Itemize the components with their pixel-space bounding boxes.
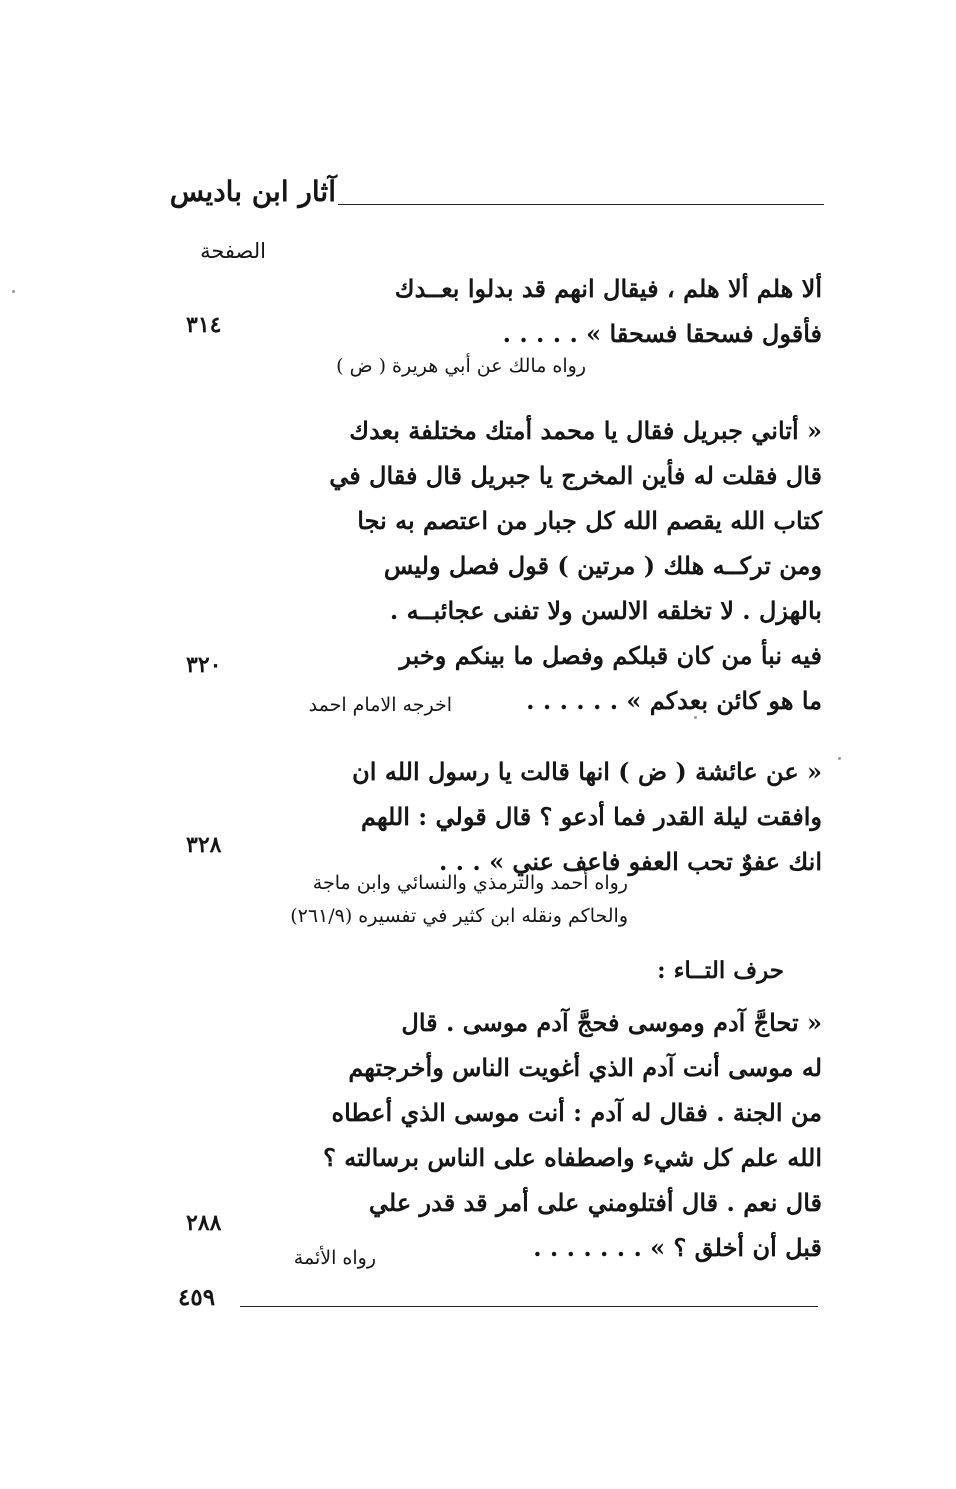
- hadith-line: ما هو كائن بعدكم » . . . . . .: [526, 686, 822, 715]
- source-line: والحاكم ونقله ابن كثير في تفسيره (٢٦١/٩): [290, 905, 628, 927]
- hadith-line: فأقول فسحقا فسحقا » . . . . .: [502, 319, 822, 348]
- entry-1-source: [276, 351, 586, 381]
- running-header-title: آثار ابن باديس: [169, 175, 336, 208]
- hadith-line: « أتاني جبريل فقال يا محمد أمتك مختلفة بعدك: [349, 416, 822, 445]
- entry-2-source: [276, 690, 452, 720]
- hadith-line: ألا هلم ألا هلم ، فيقال انهم قد بدلوا بعــدك: [394, 274, 822, 303]
- footer-page-number: ٤٥٩: [178, 1284, 216, 1311]
- source-line: اخرجه الامام احمد: [308, 694, 452, 716]
- hadith-line: قال فقلت له فأين المخرج يا جبريل قال فقال في: [329, 461, 822, 490]
- hadith-line: « عن عائشة ( ض ) انها قالت يا رسول الله ان: [352, 757, 822, 786]
- entry-2-page-number: ٣٢٠: [186, 652, 222, 678]
- entry-1-page-number: ٣١٤: [186, 312, 222, 338]
- hadith-line: قال نعم . قال أفتلومني على أمر قد قدر علي: [368, 1188, 822, 1217]
- hadith-line: الله علم كل شيء واصطفاه على الناس برسالته ؟: [323, 1143, 822, 1172]
- hadith-line: قبل أن أخلق ؟ » . . . . . . .: [533, 1233, 822, 1262]
- page-column-label: الصفحة: [200, 239, 266, 263]
- hadith-line: ومن تركــه هلك ( مرتين ) قول فصل وليس: [383, 551, 822, 580]
- hadith-line: كتاب الله يقصم الله كل جبار من اعتصم به نجا: [357, 506, 822, 535]
- entry-3-page-number: ٣٢٨: [186, 832, 222, 858]
- hadith-entry-1: [380, 266, 822, 356]
- source-line: رواه الأئمة: [293, 1247, 376, 1269]
- scan-speck: [838, 757, 841, 760]
- entry-4-page-number: ٢٨٨: [186, 1210, 222, 1236]
- section-heading: حرف التــاء :: [657, 957, 784, 984]
- hadith-line: انك عفوٌ تحب العفو فاعف عني » . . .: [438, 847, 822, 876]
- hadith-line: فيه نبأ من كان قبلكم وفصل ما بينكم وخبر: [399, 641, 822, 670]
- hadith-line: بالهزل . لا تخلقه الالسن ولا تفنى عجائبــه .: [389, 596, 822, 625]
- header-rule: [338, 204, 824, 205]
- entry-4-source: [276, 1243, 376, 1273]
- scan-speck: [12, 290, 15, 293]
- entry-3-source: [276, 867, 628, 933]
- scan-speck: [694, 716, 697, 719]
- hadith-line: له موسى أنت آدم الذي أغويت الناس وأخرجتهم: [348, 1053, 822, 1082]
- source-line: رواه مالك عن أبي هريرة ( ض ): [336, 355, 586, 377]
- hadith-entry-3: [352, 749, 822, 884]
- hadith-line: وافقت ليلة القدر فما أدعو ؟ قال قولي : اللهم: [360, 802, 822, 831]
- footer-rule: [240, 1306, 818, 1307]
- source-line: رواه أحمد والترمذي والنسائي وابن ماجة: [312, 872, 628, 894]
- hadith-line: « تحاجَّ آدم وموسى فحجَّ آدم موسى . قال: [401, 1008, 822, 1037]
- hadith-line: من الجنة . فقال له آدم : أنت موسى الذي أعطاه: [331, 1098, 822, 1127]
- hadith-entry-2: [329, 408, 822, 723]
